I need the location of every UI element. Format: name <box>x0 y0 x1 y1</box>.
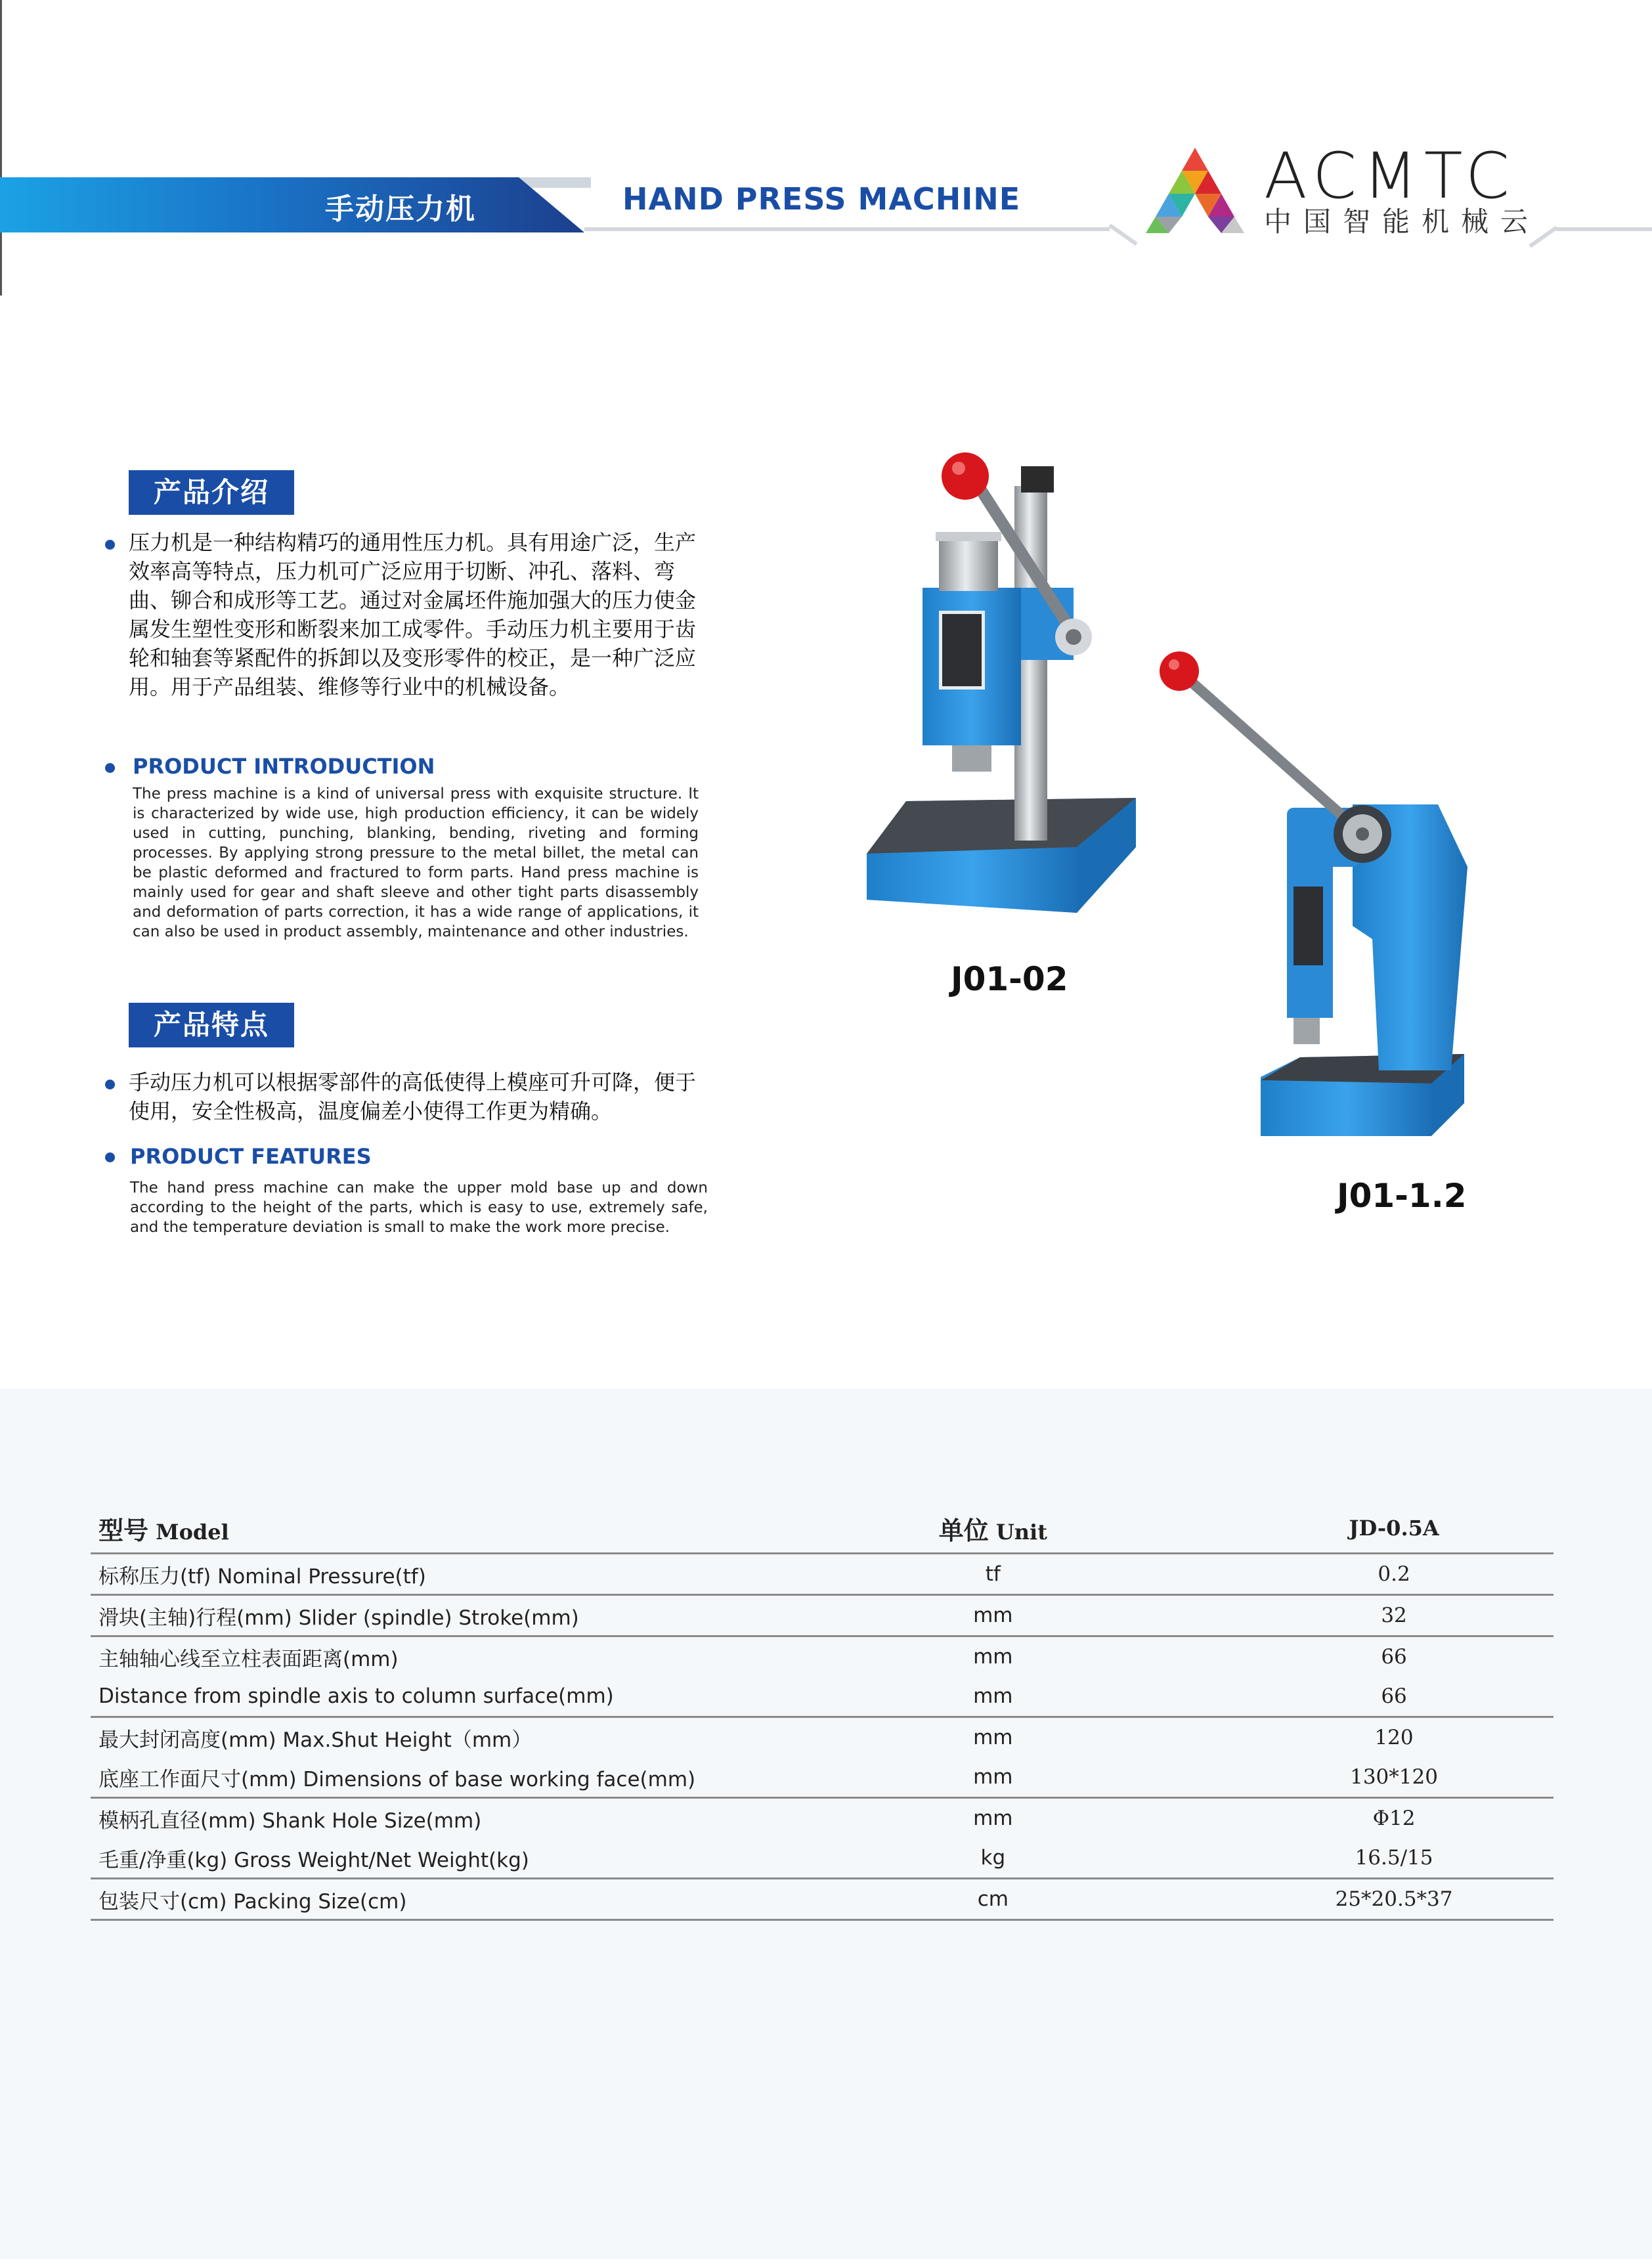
bullet-icon <box>105 540 115 550</box>
spec-header-unit-cn: 单位 <box>938 1515 989 1545</box>
spec-label: Distance from spindle axis to column surface(mm) <box>91 1677 752 1717</box>
machine-j01-1-2-image <box>1156 650 1471 1162</box>
features-cn-text: 手动压力机可以根据零部件的高低使得上模座可升可降，便于使用，安全性极高，温度偏差小使得工作更为精确。 <box>129 1070 697 1124</box>
spec-unit: mm <box>752 1595 1235 1636</box>
intro-tag: 产品介绍 <box>129 470 294 515</box>
spec-value: 32 <box>1234 1595 1554 1636</box>
header-title-en: HAND PRESS MACHINE <box>622 181 1021 217</box>
spec-label: 毛重/净重(kg) Gross Weight/Net Weight(kg) <box>91 1838 752 1879</box>
spec-value: 25*20.5*37 <box>1234 1879 1554 1920</box>
features-tag: 产品特点 <box>129 1003 294 1047</box>
header-title-banner <box>0 177 584 232</box>
bullet-icon <box>105 1152 115 1162</box>
model-label-j01-1-2: J01-1.2 <box>1337 1177 1467 1215</box>
features-en-text: The hand press machine can make the upper mold base up and down according to the height of the parts, which is easy to use, extremely safe, and the temperature deviation is small to make the work more precise. <box>130 1179 708 1236</box>
header-title-cn: 手动压力机 <box>325 192 476 226</box>
spec-label: 模柄孔直径(mm) Shank Hole Size(mm) <box>98 1809 482 1833</box>
table-row <box>91 1636 1554 1677</box>
table-row <box>91 1554 1554 1595</box>
intro-en-text: The press machine is a kind of universal press with exquisite structure. It is characterized by wide use, high production efficiency, it can be widely used in cutting, punching, blanking, bending, riveting and forming processes. By applying strong pressure to the metal billet, the metal can be plastic deformed and fractured to form parts. Hand press machine is mainly used for gear and shaft sleeve and other tight parts disassembly and deformation of parts correction, it has a wide range of applications, it can also be used in product assembly, maintenance and other industries. <box>133 785 699 940</box>
header-rule-mid <box>584 227 1110 231</box>
spec-header-model-cn: 型号 <box>98 1515 149 1545</box>
header-rule-tick <box>1108 224 1137 246</box>
logo-name: ACMTC <box>1264 139 1516 213</box>
spec-unit: tf <box>752 1554 1235 1595</box>
spec-value: 66 <box>1381 1645 1407 1669</box>
spec-value: Φ12 <box>1372 1807 1416 1830</box>
table-row <box>91 1595 1554 1636</box>
machine-j01-02-image <box>854 447 1156 932</box>
spec-label: 滑块(主轴)行程(mm) Slider (spindle) Stroke(mm) <box>91 1595 752 1636</box>
spec-label: 底座工作面尺寸(mm) Dimensions of base working face(mm) <box>91 1757 752 1798</box>
table-row <box>91 1798 1554 1839</box>
features-en-heading: PRODUCT FEATURES <box>130 1144 372 1169</box>
spec-unit: mm <box>752 1677 1235 1717</box>
header-rule-right <box>1556 227 1652 231</box>
intro-en-heading: PRODUCT INTRODUCTION <box>133 754 435 779</box>
spec-label: 主轴轴心线至立柱表面距离(mm) <box>98 1647 399 1671</box>
spec-unit: mm <box>973 1645 1013 1669</box>
spec-header-value: JD-0.5A <box>1234 1504 1554 1554</box>
table-row <box>91 1717 1554 1758</box>
bullet-icon <box>105 1080 115 1089</box>
left-edge-line <box>0 0 2 296</box>
logo-subtitle: 中国智能机械云 <box>1264 206 1540 238</box>
spec-header-model-en: Model <box>156 1519 229 1545</box>
spec-unit: kg <box>752 1838 1235 1879</box>
table-row <box>91 1879 1554 1920</box>
bullet-icon <box>105 763 115 773</box>
spec-label: 最大封闭高度(mm) Max.Shut Height（mm） <box>98 1728 533 1752</box>
table-row <box>91 1677 1554 1717</box>
spec-unit: mm <box>973 1807 1013 1830</box>
spec-label: 标称压力(tf) Nominal Pressure(tf) <box>91 1554 752 1595</box>
spec-unit: cm <box>752 1879 1235 1920</box>
spec-value: 16.5/15 <box>1234 1838 1554 1879</box>
spec-unit: mm <box>973 1726 1013 1749</box>
spec-header-unit <box>752 1504 1235 1554</box>
spec-value: 66 <box>1234 1677 1554 1717</box>
table-row <box>91 1757 1554 1798</box>
spec-header-unit-en: Unit <box>995 1519 1047 1545</box>
spec-label: 包装尺寸(cm) Packing Size(cm) <box>91 1879 752 1920</box>
spec-table <box>91 1504 1554 1921</box>
spec-header-model <box>91 1504 752 1554</box>
spec-unit: mm <box>752 1757 1235 1798</box>
intro-cn-text: 压力机是一种结构精巧的通用性压力机。具有用途广泛，生产效率高等特点，压力机可广泛应用于切断、冲孔、落料、弯曲、铆合和成形等工艺。通过对金属坯件施加强大的压力使金属发生塑性变形和断裂来加工成零件。手动压力机主要用于齿轮和轴套等紧配件的拆卸以及变形零件的校正，是一种广泛应用。用于产品组装、维修等行业中的机械设备。 <box>129 530 697 699</box>
table-row <box>91 1838 1554 1879</box>
spec-value: 0.2 <box>1234 1554 1554 1595</box>
spec-value: 130*120 <box>1234 1757 1554 1798</box>
acmtc-logo-icon <box>1146 148 1244 233</box>
model-label-j01-02: J01-02 <box>951 960 1068 998</box>
spec-value: 120 <box>1374 1726 1414 1749</box>
